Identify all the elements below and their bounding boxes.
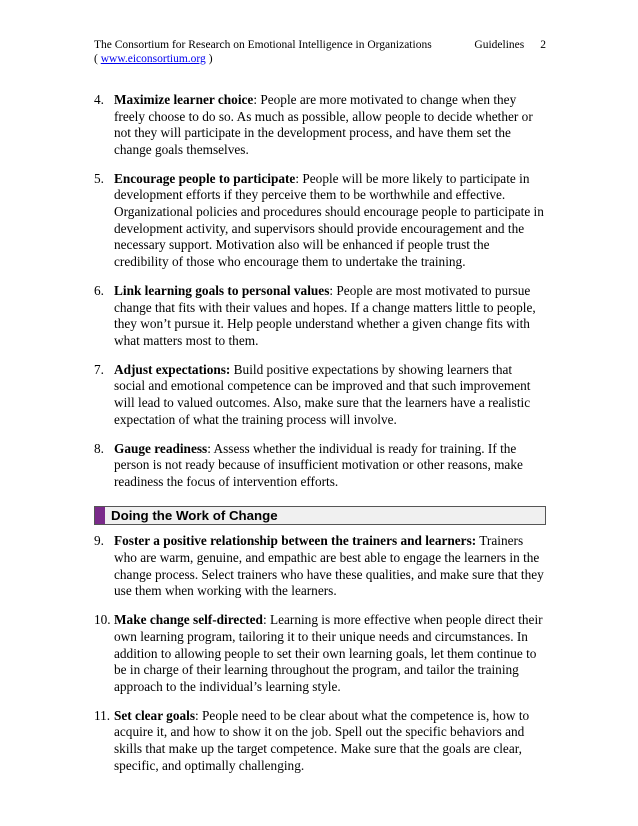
guideline-item: [94, 441, 546, 491]
document-content: [94, 92, 546, 787]
guideline-text: People are more motivated to change when they freely choose to do so. As much as possible, allow people to decide whether or not they will participate in the development process, and have them set the change goals themselves.: [114, 92, 533, 157]
guideline-body: [114, 708, 546, 774]
guideline-text: Assess whether the individual is ready for training. If the person is not ready because of insufficient motivation or other reasons, make readiness the focus of intervention efforts.: [114, 440, 523, 489]
guideline-item: [94, 533, 546, 599]
guideline-body: [114, 612, 546, 695]
guideline-title: Set clear goals: [114, 707, 195, 723]
guideline-separator: :: [253, 92, 261, 107]
guideline-separator: :: [195, 707, 203, 723]
guideline-body: [114, 362, 546, 428]
guideline-item: [94, 283, 546, 349]
guideline-separator: :: [207, 440, 214, 456]
section-heading: [94, 506, 546, 525]
header-page-number: 2: [540, 39, 546, 51]
guideline-text: People are most motivated to pursue change that fits with their values and hopes. If a change matters little to people, they won’t pursue it. Help people understand whether a given change fits with what matters most to them.: [114, 282, 536, 348]
header-org: The Consortium for Research on Emotional Intelligence in Organizations: [94, 39, 432, 51]
guideline-number: 11.: [94, 707, 111, 723]
guideline-list-after: [94, 533, 546, 774]
guideline-item: [94, 92, 546, 158]
guideline-item: [94, 362, 546, 428]
guideline-item: [94, 708, 546, 774]
guideline-body: [114, 533, 546, 599]
guideline-item: [94, 171, 546, 271]
guideline-title: Gauge readiness: [114, 440, 208, 456]
guideline-text: Trainers who are warm, genuine, and empathic are best able to engage the learners in the change process. Select trainers who have these qualities, and make sure that they use them when working with the learners.: [114, 533, 544, 599]
guideline-list-before: [94, 92, 546, 490]
header-open-paren: (: [94, 53, 101, 65]
guideline-number: 10.: [94, 612, 111, 628]
guideline-body: [114, 441, 546, 491]
section-heading-title: Doing the Work of Change: [111, 508, 278, 524]
guideline-body: [114, 283, 546, 349]
guideline-number: 6.: [94, 282, 104, 298]
guideline-body: [114, 92, 546, 158]
guideline-title: Foster a positive relationship between the trainers and learners:: [114, 533, 477, 549]
guideline-title: Adjust expectations:: [114, 361, 231, 377]
guideline-number: 4.: [94, 92, 104, 107]
header-doc-title: Guidelines: [474, 39, 525, 51]
guideline-title: Make change self-directed: [114, 612, 263, 628]
guideline-separator: :: [262, 612, 270, 628]
guideline-number: 8.: [94, 440, 104, 456]
guideline-text: People need to be clear about what the competence is, how to acquire it, and how to show it on the job. Spell out the specific behaviors and skills that make up the target competence. Make sure that the goals are clear, specific, and optimally challenging.: [114, 707, 530, 773]
guideline-text: People will be more likely to participate in development efforts if they perceive them to be worthwhile and effective. Organizational policies and procedures should encourage people to participate in development activity, and supervisors should provide encouragement and the necessary support. Motivation also will be enhanced if people trust the credibility of those who encourage them to undertake the training.: [114, 170, 544, 269]
guideline-item: [94, 612, 546, 695]
guideline-separator: :: [329, 282, 337, 298]
guideline-number: 9.: [94, 533, 104, 549]
guideline-title: Maximize learner choice: [114, 92, 254, 107]
guideline-number: 7.: [94, 361, 104, 377]
header-close-paren: ): [205, 53, 213, 65]
header-right: [474, 38, 546, 52]
header-link-row: [94, 52, 546, 66]
page-header: [94, 38, 546, 66]
guideline-title: Link learning goals to personal values: [114, 282, 330, 298]
guideline-number: 5.: [94, 170, 104, 186]
guideline-body: [114, 171, 546, 271]
guideline-text: Learning is more effective when people direct their own learning program, tailoring it to their unique needs and circumstances. In addition to allowing people to set their own learning goals, let them continue to be in charge of their learning throughout the program, and tailor the training approach to the individual’s learning style.: [114, 612, 543, 694]
section-heading-bar: [95, 507, 105, 524]
guideline-title: Encourage people to participate: [114, 170, 296, 186]
guideline-text: Build positive expectations by showing learners that social and emotional competence can be improved and that such improvement will lead to valued outcomes. Also, make sure that the learners have a realistic expectation of what the training process will involve.: [114, 361, 531, 427]
guideline-separator: :: [295, 170, 303, 186]
consortium-link[interactable]: www.eiconsortium.org: [100, 53, 206, 65]
